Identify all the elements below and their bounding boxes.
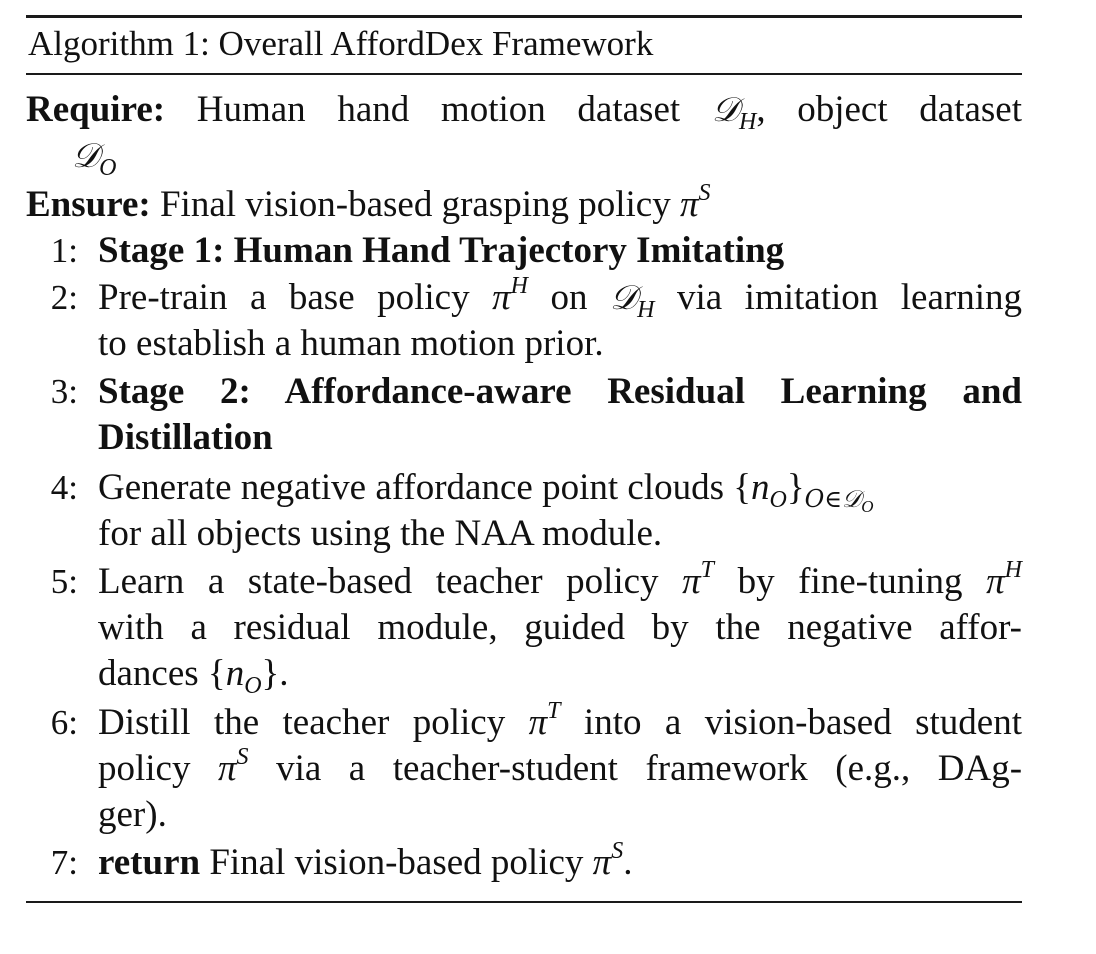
require-text: Human hand motion dataset bbox=[196, 89, 681, 130]
ensure-label: Ensure: bbox=[26, 184, 151, 225]
step-number: 1: bbox=[50, 231, 78, 270]
step-5-cont: with a residual module, guided by the negative affor- bbox=[98, 607, 1022, 648]
human-dataset-symbol: 𝒟 bbox=[711, 90, 739, 130]
stage-2-heading-cont: Distillation bbox=[98, 417, 273, 458]
stage-1-heading: Stage 1: Human Hand Trajectory Imitating bbox=[98, 230, 785, 271]
title-rule bbox=[26, 73, 1022, 75]
algorithm-title: Algorithm 1: Overall AffordDex Framework bbox=[28, 24, 654, 63]
object-dataset-symbol: 𝒟 bbox=[72, 136, 100, 176]
step-4-cont: for all objects using the NAA module. bbox=[98, 513, 663, 554]
stage-2-heading: Stage 2: Affordance-aware Residual Learning and bbox=[98, 371, 1022, 412]
ensure-line: Ensure: Final vision-based grasping policy $\pi^S$ bbox=[26, 180, 711, 225]
return-keyword: return bbox=[98, 842, 201, 883]
require-label: Require: bbox=[26, 89, 166, 130]
step-6-cont-2: ger). bbox=[98, 794, 167, 835]
step-6-cont: policy $\pi^S$ via a teacher-student framework (e.g., DAg- bbox=[98, 744, 1023, 789]
step-2-cont: to establish a human motion prior. bbox=[98, 323, 604, 364]
require-line: Require: Human hand motion dataset 𝒟$_H$, object dataset bbox=[26, 89, 1023, 135]
step-5-cont-2: dances $\{n_O\}$. bbox=[98, 653, 289, 699]
ensure-text: Final vision-based grasping policy bbox=[159, 184, 671, 225]
top-rule bbox=[26, 15, 1022, 18]
require-line-cont: 𝒟$_O$ bbox=[72, 136, 117, 181]
bottom-rule bbox=[26, 901, 1022, 903]
